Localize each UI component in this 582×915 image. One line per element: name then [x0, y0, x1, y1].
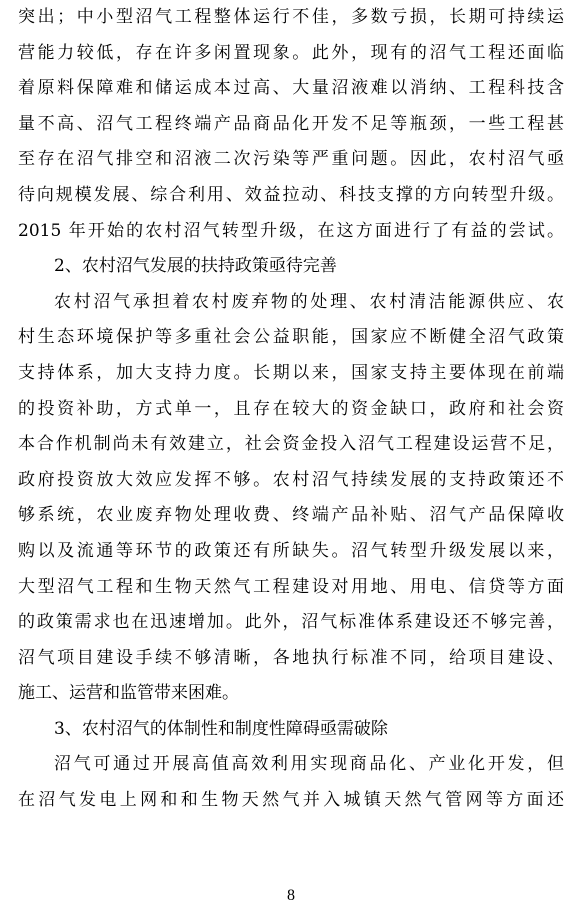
paragraph-first-line: 沼气可通过开展高值高效利用实现商品化、产业化开发，但	[54, 754, 564, 775]
section-heading: 2、农村沼气发展的扶持政策亟待完善	[54, 256, 337, 277]
text-line: 在沼气发电上网和和生物天然气并入城镇天然气管网等方面还	[18, 790, 564, 811]
text-line: 购以及流通等环节的政策还有所缺失。沼气转型升级发展以来，	[18, 540, 564, 561]
section-heading: 3、农村沼气的体制性和制度性障碍亟需破除	[54, 718, 388, 739]
text-line: 着原料保障难和储运成本过高、大量沼液难以消纳、工程科技含	[18, 78, 564, 99]
text-line: 村生态环境保护等多重社会公益职能，国家应不断健全沼气政策	[18, 327, 564, 348]
text-line: 的投资补助，方式单一，且存在较大的资金缺口，政府和社会资	[18, 398, 564, 419]
page-number: 8	[287, 887, 295, 904]
text-line: 营能力较低，存在许多闲置现象。此外，现有的沼气工程还面临	[18, 42, 564, 63]
text-line: 本合作机制尚未有效建立，社会资金投入沼气工程建设运营不足，	[18, 434, 564, 455]
text-line: 至存在沼气排空和沼液二次污染等严重问题。因此，农村沼气亟	[18, 149, 564, 170]
text-line: 的政策需求也在迅速增加。此外，沼气标准体系建设还不够完善，	[18, 612, 564, 633]
text-line: 支持体系，加大支持力度。长期以来，国家支持主要体现在前端	[18, 362, 564, 383]
text-line: 够系统，农业废弃物处理收费、终端产品补贴、沼气产品保障收	[18, 505, 564, 526]
paragraph-last-line: 施工、运营和监管带来困难。	[18, 683, 239, 704]
text-line: 待向规模发展、综合利用、效益拉动、科技支撑的方向转型升级。	[18, 184, 564, 205]
text-line: 大型沼气工程和生物天然气工程建设对用地、用电、信贷等方面	[18, 576, 564, 597]
text-line: 2015 年开始的农村沼气转型升级，在这方面进行了有益的尝试。	[18, 220, 564, 241]
text-line: 量不高、沼气工程终端产品商品化开发不足等瓶颈，一些工程甚	[18, 113, 564, 134]
text-line: 突出；中小型沼气工程整体运行不佳，多数亏损，长期可持续运	[18, 7, 564, 27]
paragraph-first-line: 农村沼气承担着农村废弃物的处理、农村清洁能源供应、农	[54, 291, 564, 312]
text-line: 政府投资放大效应发挥不够。农村沼气持续发展的支持政策还不	[18, 469, 564, 490]
text-line: 沼气项目建设手续不够清晰，各地执行标准不同，给项目建设、	[18, 647, 564, 668]
body-text	[18, 0, 564, 819]
